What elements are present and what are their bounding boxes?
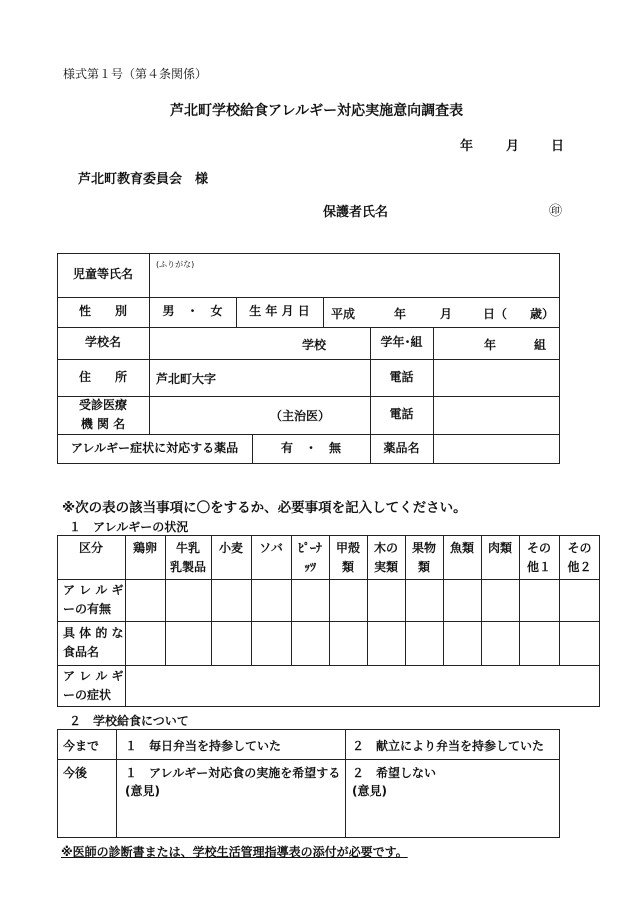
until-now-label: 今まで xyxy=(63,739,100,753)
column-label-sub: 他１ xyxy=(526,560,551,575)
birth-year-unit: 年 xyxy=(394,307,407,321)
date-year: 年 xyxy=(460,139,474,154)
column-tree-nuts xyxy=(367,535,405,579)
column-meat xyxy=(481,535,519,579)
birth-month-unit: 月 xyxy=(440,307,453,321)
option-menu-lunchbox[interactable]: ２ 献立により弁当を持参していた xyxy=(352,739,545,753)
column-label: その xyxy=(567,541,592,555)
sex-label: 性 別 xyxy=(78,304,127,319)
row-label: 具 体 的 な xyxy=(63,625,124,640)
option-request-allergy-meal[interactable]: １ アレルギー対応食の実施を希望する xyxy=(125,766,341,780)
column-label: 鶏卵 xyxy=(132,541,157,555)
age-unit: 歳） xyxy=(530,307,555,321)
phone-label-2: 電話 xyxy=(389,407,414,422)
sex-options[interactable]: 男 ・ 女 xyxy=(162,304,223,319)
footnote: ※医師の診断書または、学校生活管理指導表の添付が必要です。 xyxy=(61,845,408,859)
medicine-name-label: 薬品名 xyxy=(383,441,420,456)
column-egg xyxy=(125,535,165,579)
clinic-label xyxy=(57,396,149,434)
column-label: 小麦 xyxy=(218,541,243,555)
column-wheat xyxy=(211,535,251,579)
column-label: ﾋﾟｰﾅ xyxy=(297,541,322,555)
future-label: 今後 xyxy=(63,766,88,780)
grade-class-unit: 組 xyxy=(534,338,547,352)
opinion-label-2: (意見) xyxy=(352,784,387,798)
student-name-label: 児童等氏名 xyxy=(72,267,133,282)
clinic-label-line2: 機 関 名 xyxy=(80,417,126,431)
column-fish xyxy=(443,535,481,579)
column-label-sub: 実類 xyxy=(373,560,398,575)
column-label: その xyxy=(526,541,551,555)
row-label-sub: ーの有無 xyxy=(63,602,112,616)
column-label: ソバ xyxy=(259,541,283,555)
section1-title: １ アレルギーの状況 xyxy=(69,520,189,534)
row-allergy-symptoms xyxy=(57,665,125,707)
form-number: 様式第１号（第４条関係） xyxy=(63,67,208,81)
column-buckwheat xyxy=(251,535,291,579)
column-label: 魚類 xyxy=(449,541,474,555)
row-label-sub: ーの症状 xyxy=(63,688,112,702)
row-specific-food xyxy=(57,621,125,665)
category-header: 区分 xyxy=(78,541,103,555)
column-label-sub: ｯﾂ xyxy=(303,560,316,575)
date-month: 月 xyxy=(506,139,520,154)
column-label: 牛乳 xyxy=(175,541,200,555)
column-label-sub: 類 xyxy=(417,560,430,575)
furigana-label: (ふりがな) xyxy=(156,260,195,269)
column-label-sub: 他２ xyxy=(567,560,592,575)
column-label-sub: 乳製品 xyxy=(169,560,206,575)
option-daily-lunchbox[interactable]: １ 毎日弁当を持参していた xyxy=(125,739,282,753)
column-shellfish xyxy=(329,535,367,579)
school-name-label: 学校名 xyxy=(84,335,121,350)
row-label: ア レ ル ギ xyxy=(63,668,124,683)
column-label: 肉類 xyxy=(487,541,512,555)
medicine-label: アレルギー症状に対応する薬品 xyxy=(70,441,239,456)
grade-year-unit: 年 xyxy=(484,338,497,352)
column-fruit xyxy=(405,535,443,579)
birth-day-unit: 日（ xyxy=(483,307,508,321)
column-label: 甲殻 xyxy=(335,541,360,555)
school-suffix: 学校 xyxy=(302,338,327,352)
column-other-1 xyxy=(519,535,559,579)
student-name-field[interactable] xyxy=(156,272,556,294)
row-allergy-presence xyxy=(57,579,125,621)
date-day: 日 xyxy=(551,139,565,154)
address-label: 住 所 xyxy=(78,369,127,384)
phone-label: 電話 xyxy=(389,369,414,384)
guardian-name-label: 保護者氏名 xyxy=(323,205,389,220)
address-value[interactable]: 芦北町大字 xyxy=(156,372,217,386)
grade-class-label: 学年･組 xyxy=(380,335,423,350)
section2-title: ２ 学校給食について xyxy=(69,714,189,728)
column-peanut xyxy=(291,535,329,579)
row-label-sub: 食品名 xyxy=(63,645,100,659)
medicine-options[interactable]: 有 ・ 無 xyxy=(280,441,341,456)
page-title: 芦北町学校給食アレルギー対応実施意向調査表 xyxy=(170,103,464,119)
column-label: 木の xyxy=(373,541,398,555)
addressee: 芦北町教育委員会 様 xyxy=(78,172,209,187)
column-other-2 xyxy=(559,535,600,579)
column-label: 果物 xyxy=(411,541,436,555)
column-milk xyxy=(165,535,211,579)
option-no-request[interactable]: ２ 希望しない xyxy=(352,766,437,780)
birth-era: 平成 xyxy=(331,307,356,321)
doctor-label: （主治医） xyxy=(270,409,331,423)
seal-icon: ㊞ xyxy=(549,204,563,219)
birth-date-label: 生 年 月 日 xyxy=(249,304,310,319)
column-label-sub: 類 xyxy=(341,560,354,575)
instruction-text: ※次の表の該当事項に〇をするか、必要事項を記入してください。 xyxy=(62,500,467,516)
row-label: ア レ ル ギ xyxy=(63,582,124,597)
opinion-label: (意見) xyxy=(125,784,160,798)
clinic-label-line1: 受診医療 xyxy=(78,397,127,412)
